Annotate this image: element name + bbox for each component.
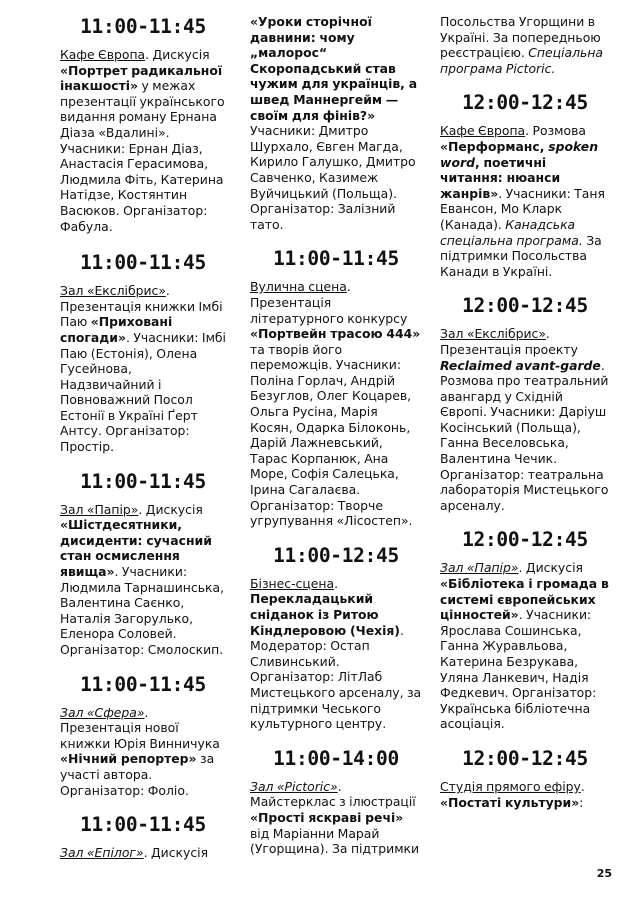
event-entry: Зал «Екслібрис». Презентація проекту Reclaimed avant-garde. Розмова про театральний авангард у Східній Європі. Учасники: Даріуш Косінський (Польща), Ганна Веселовська, Валентина Чечик. Організатор: театральна лабораторія Мистецького арсеналу.	[440, 326, 609, 513]
time-slot: 11:00-11:45	[273, 247, 399, 271]
event-entry: Зал «Сфера». Презентація нової книжки Юрія Винничука «Нічний репортер» за участі автора. Організатор: Фоліо.	[60, 704, 220, 798]
venue-name: Бізнес-сцена	[250, 575, 335, 591]
venue-name: Зал «Папір»	[440, 560, 519, 576]
time-slot: 12:00-12:45	[462, 294, 588, 318]
venue-name: Зал «Екслібрис»	[60, 283, 166, 299]
schedule-column-1	[60, 14, 226, 875]
event-entry: Зал «Папір». Дискусія «Шістдесятники, дисиденти: сучасний стан осмислення явища». Учасники: Людмила Тарнашинська, Валентина Саєнко, Наталія Загорулько, Еленора Соловей. Організатор: Смолоскип.	[60, 501, 225, 657]
venue-name: Зал «Екслібрис»	[440, 326, 546, 342]
schedule-column-3	[440, 14, 610, 824]
event-entry: Зал «Pictoric». Майстерклас з ілюстрації «Прості яскраві речі» від Маріанни Марай (Угорщина). За підтримки	[250, 778, 420, 857]
event-entry: Кафе Європа. Розмова «Перформанс, spoken word, поетичні читання: нюанси жанрів». Учасники: Таня Евансон, Мо Кларк (Канада). Канадська спеціальна програма. За підтримки Посольства Канади в Україні.	[440, 123, 605, 279]
venue-name: Вулична сцена	[250, 279, 347, 295]
time-slot: 11:00-12:45	[273, 543, 399, 567]
venue-name: Зал «Pictoric»	[250, 778, 338, 794]
event-entry: Кафе Європа. Дискусія «Портрет радикальної інакшості» у межах презентації українського видання роману Ернана Діаза «Вдалині». Учасники: Ернан Діаз, Анастасія Герасимова, Людмила Фіть, Катерина Натідзе, Костянтин Васюков. Організатор: Фабула.	[60, 47, 225, 234]
time-slot: 11:00-11:45	[80, 672, 206, 696]
event-entry-continued: Посольства Угорщини в Україні. За попередньою реєстрацією. Спеціальна програма Pictoric.	[440, 14, 604, 76]
event-entry: Бізнес-сцена. Перекладацький сніданок із Ритою Кіндлеровою (Чехія). Модератор: Остап Сливинський. Організатор: ЛітЛаб Мистецького арсеналу, за підтримки Чеського культурного центру.	[250, 575, 422, 732]
time-slot: 12:00-12:45	[462, 528, 588, 552]
schedule-column-2	[250, 14, 422, 871]
venue-name: Студія прямого ефіру	[440, 778, 581, 794]
event-entry: Зал «Екслібрис». Презентація книжки Імбі Паю «Приховані спогади». Учасники: Імбі Паю (Естонія), Олена Гусейнова, Надзвичайний і Повноважний Посол Естонії в Україні Ґерт Антсу. Організатор: Простір.	[60, 283, 226, 455]
event-entry: Студія прямого ефіру. «Постаті культури»:	[440, 778, 585, 810]
time-slot: 11:00-11:45	[80, 251, 206, 275]
event-entry-continued: «Уроки сторічної давнини: чому „малорос“ Скоропадський став чужим для українців, а швед Маннергейм — своїм для фінів?» Учасники: Дмитро Шурхало, Євген Магда, Кирило Галушко, Дмитро Савченко, Казимеж Вуйчицький (Польща). Організатор: Залізний тато.	[250, 14, 418, 232]
event-entry: Зал «Епілог». Дискусія	[60, 845, 209, 861]
time-slot: 11:00-11:45	[80, 813, 206, 837]
time-slot: 11:00-11:45	[80, 469, 206, 493]
venue-name: Зал «Сфера»	[60, 704, 145, 720]
venue-name: Кафе Європа	[440, 123, 526, 139]
venue-name: Зал «Папір»	[60, 501, 139, 517]
event-entry: Зал «Папір». Дискусія «Бібліотека і громада в системі європейських цінностей». Учасники: Ярослава Сошинська, Ганна Журавльова, Катерина Безрукава, Уляна Ланкевич, Надія Федкевич. Організатор: Українська бібліотечна асоціація.	[440, 560, 609, 732]
event-entry: Вулична сцена. Презентація літературного конкурсу «Портвейн трасою 444» та творів його переможців. Учасники: Поліна Горлач, Андрій Безуглов, Олег Коцарев, Ольга Русіна, Марія Косян, Одарка Білоконь, Дарій Лажневський, Тарас Корпанюк, Ана Море, Софія Салецька, Ірина Сагалаєва. Організатор: Творче угрупування «Лісостеп».	[250, 279, 421, 529]
venue-name: Зал «Епілог»	[60, 845, 144, 861]
venue-name: Кафе Європа	[60, 47, 146, 62]
time-slot: 11:00-11:45	[80, 15, 206, 38]
time-slot: 12:00-12:45	[462, 746, 588, 770]
time-slot: 11:00-14:00	[273, 746, 399, 770]
page-number: 25	[596, 867, 612, 880]
time-slot: 12:00-12:45	[462, 91, 588, 115]
